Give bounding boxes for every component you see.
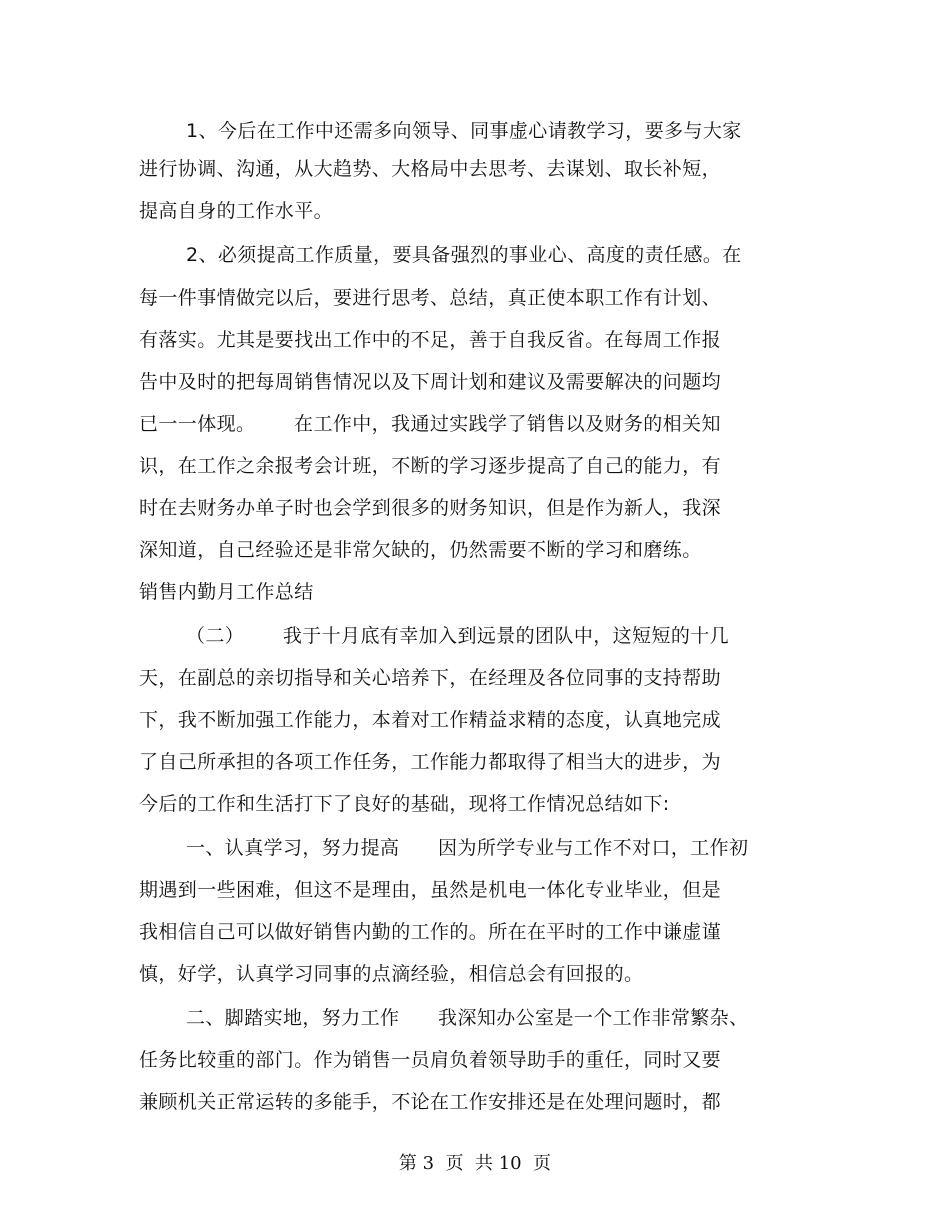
paragraph-2-line-4: 告中及时的把每周销售情况以及下周计划和建议及需要解决的问题均 [139, 371, 722, 393]
section-title: 销售内勤月工作总结 [139, 581, 314, 603]
paragraph-4-line-4: 慎，好学，认真学习同事的点滴经验，相信总会有回报的。 [139, 963, 644, 985]
paragraph-2-line-1: 2、必须提高工作质量，要具备强烈的事业心、高度的责任感。在 [186, 244, 742, 266]
paragraph-5-line-3: 兼顾机关正常运转的多能手，不论在工作安排还是在处理问题时，都 [139, 1091, 722, 1113]
paragraph-1-line-3: 提高自身的工作水平。 [139, 200, 334, 222]
paragraph-2-line-6: 识，在工作之余报考会计班，不断的学习逐步提高了自己的能力，有 [139, 455, 722, 477]
paragraph-3-line-1: （二） 我于十月底有幸加入到远景的团队中，这短短的十几 [186, 625, 730, 647]
page-number-footer: 第 3 页 共 10 页 [398, 1153, 552, 1174]
paragraph-2-line-3: 有落实。尤其是要找出工作中的不足，善于自我反省。在每周工作报 [139, 329, 722, 351]
paragraph-3-line-4: 了自己所承担的各项工作任务，工作能力都取得了相当大的进步，为 [139, 751, 722, 773]
paragraph-2-line-5: 已一一体现。 在工作中，我通过实践学了销售以及财务的相关知 [139, 413, 721, 435]
paragraph-5-line-2: 任务比较重的部门。作为销售一员肩负着领导助手的重任，同时又要 [139, 1049, 722, 1071]
paragraph-3-line-2: 天，在副总的亲切指导和关心培养下，在经理及各位同事的支持帮助 [139, 667, 722, 689]
paragraph-1-line-1: 1、今后在工作中还需多向领导、同事虚心请教学习，要多与大家 [186, 120, 742, 142]
paragraph-4-line-3: 我相信自己可以做好销售内勤的工作的。所在在平时的工作中谦虚谨 [139, 921, 722, 943]
paragraph-2-line-8: 深知道，自己经验还是非常欠缺的，仍然需要不断的学习和磨练。 [139, 539, 702, 561]
paragraph-3-line-3: 下，我不断加强工作能力，本着对工作精益求精的态度，认真地完成 [139, 709, 722, 731]
paragraph-2-line-2: 每一件事情做完以后，要进行思考、总结，真正使本职工作有计划、 [139, 287, 722, 309]
paragraph-1-line-2: 进行协调、沟通，从大趋势、大格局中去思考、去谋划、取长补短， [139, 158, 722, 180]
paragraph-2-line-7: 时在去财务办单子时也会学到很多的财务知识，但是作为新人，我深 [139, 497, 722, 519]
paragraph-4-line-2: 期遇到一些困难，但这不是理由，虽然是机电一体化专业毕业，但是 [139, 879, 722, 901]
paragraph-5-line-1: 二、脚踏实地，努力工作 我深知办公室是一个工作非常繁杂、 [186, 1007, 749, 1029]
paragraph-3-line-5: 今后的工作和生活打下了良好的基础，现将工作情况总结如下: [139, 793, 670, 815]
paragraph-4-line-1: 一、认真学习，努力提高 因为所学专业与工作不对口，工作初 [186, 837, 749, 859]
